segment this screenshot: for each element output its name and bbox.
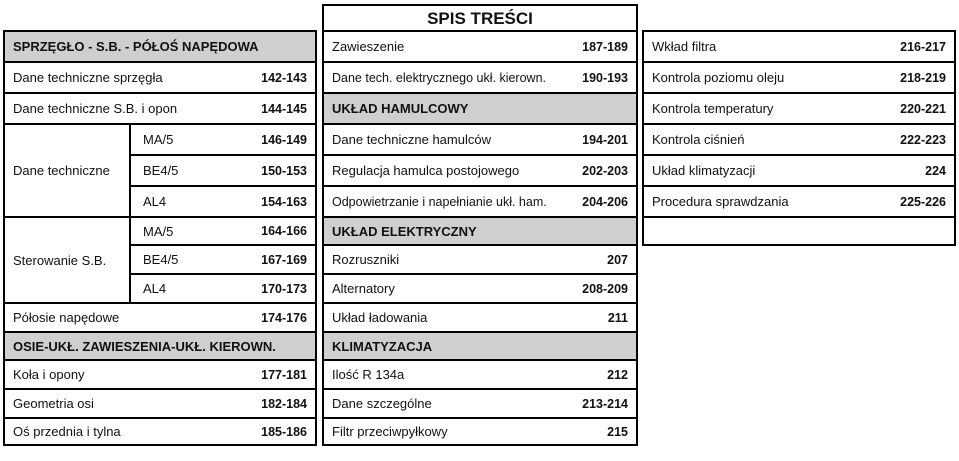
toc-row-label: Kontrola ciśnień (652, 132, 745, 147)
section-header-brakes (322, 92, 638, 125)
section-header-air-conditioning (322, 331, 638, 361)
toc-row-label: Procedura sprawdzania (652, 194, 789, 209)
toc-row-label: BE4/5 (143, 163, 179, 178)
toc-row-pages: 146-149 (261, 132, 307, 147)
toc-row-label: MA/5 (143, 223, 174, 239)
toc-row-label: AL4 (143, 281, 167, 296)
toc-row-pages: 208-209 (582, 281, 628, 296)
toc-row-pages: 213-214 (582, 396, 628, 411)
toc-column-3 (642, 30, 956, 246)
toc-row[interactable] (3, 92, 317, 125)
toc-row[interactable] (3, 417, 317, 446)
toc-row-label: Dane techniczne S.B. i opon (13, 101, 178, 116)
toc-row-label: Wkład filtra (652, 39, 717, 54)
toc-row-pages: 218-219 (900, 70, 946, 85)
toc-row-pages: 164-166 (261, 224, 307, 238)
toc-row[interactable] (129, 273, 317, 304)
toc-row[interactable] (3, 388, 317, 419)
toc-row-pages: 202-203 (582, 163, 628, 178)
toc-row-label: Geometria osi (13, 396, 94, 411)
toc-row-label: BE4/5 (143, 252, 179, 267)
toc-row[interactable] (129, 185, 317, 218)
toc-row-label: Dane techniczne hamulców (332, 132, 491, 147)
toc-group-tech-data (3, 123, 317, 218)
toc-row[interactable] (129, 154, 317, 187)
toc-row-pages: 144-145 (261, 101, 307, 116)
page-title: SPIS TREŚCI (322, 4, 638, 30)
toc-row[interactable] (322, 302, 638, 333)
toc-column-2 (322, 30, 638, 446)
toc-row[interactable] (3, 61, 317, 94)
toc-row-label: Układ klimatyzacji (652, 163, 756, 178)
section-header-label: SPRZĘGŁO - S.B. - PÓŁOŚ NAPĘDOWA (13, 39, 259, 54)
toc-row-pages: 224 (925, 163, 946, 178)
toc-row[interactable] (322, 244, 638, 275)
toc-row[interactable] (129, 216, 317, 246)
toc-row[interactable] (322, 61, 638, 94)
toc-row-label: Koła i opony (13, 367, 85, 382)
toc-row[interactable] (322, 30, 638, 63)
toc-row-label: Regulacja hamulca postojowego (332, 163, 520, 178)
toc-row-label: Kontrola temperatury (652, 101, 774, 116)
toc-row-pages: 194-201 (582, 132, 628, 147)
toc-row-label: Rozruszniki (332, 252, 400, 267)
toc-row-pages: 212 (607, 367, 628, 382)
toc-row-pages: 174-176 (261, 310, 307, 325)
toc-row[interactable] (129, 244, 317, 275)
toc-row-label: Dane szczególne (332, 396, 432, 411)
toc-row-label: Zawieszenie (332, 39, 405, 54)
empty-cell (642, 216, 956, 246)
toc-row-label: AL4 (143, 194, 167, 209)
toc-group-gearbox-control (3, 216, 317, 304)
section-header-clutch (3, 30, 317, 63)
toc-row-pages: 154-163 (261, 194, 307, 209)
toc-row-label: Alternatory (332, 281, 395, 296)
toc-row-pages: 190-193 (582, 70, 628, 85)
toc-row-pages: 185-186 (261, 424, 307, 439)
toc-row-pages: 216-217 (900, 39, 946, 54)
toc-group-label: Sterowanie S.B. (3, 216, 129, 304)
toc-row-label: Ilość R 134a (332, 367, 405, 382)
toc-row-pages: 142-143 (261, 70, 307, 85)
toc-row-label: Kontrola poziomu oleju (652, 70, 785, 85)
toc-row-label: Półosie napędowe (13, 310, 120, 325)
section-header-electrical (322, 216, 638, 246)
toc-row[interactable] (322, 185, 638, 218)
toc-row-pages: 187-189 (582, 39, 628, 54)
toc-row[interactable] (322, 388, 638, 419)
section-header-label: UKŁAD HAMULCOWY (332, 101, 469, 116)
toc-row[interactable] (322, 359, 638, 390)
section-header-axles (3, 331, 317, 361)
toc-row-pages: 204-206 (582, 194, 628, 209)
toc-row-pages: 182-184 (261, 396, 307, 411)
toc-row[interactable] (322, 417, 638, 446)
toc-row[interactable] (3, 302, 317, 333)
toc-column-1 (3, 30, 317, 446)
toc-row-label: Dane techniczne sprzęgła (13, 70, 163, 85)
toc-row-pages: 225-226 (900, 194, 946, 209)
toc-group-label: Dane techniczne (3, 123, 129, 218)
toc-row[interactable] (129, 123, 317, 156)
section-header-label: KLIMATYZACJA (332, 338, 433, 354)
toc-row-label: Oś przednia i tylna (13, 424, 121, 439)
toc-row-pages: 215 (607, 424, 628, 439)
toc-row[interactable] (642, 61, 956, 94)
toc-row-label: MA/5 (143, 132, 174, 147)
toc-row[interactable] (322, 123, 638, 156)
toc-row[interactable] (3, 359, 317, 390)
toc-row-label: Dane tech. elektrycznego ukł. kierown. (332, 70, 546, 85)
toc-row-pages: 207 (607, 252, 628, 267)
toc-row-pages: 220-221 (900, 101, 946, 116)
toc-row-pages: 170-173 (261, 281, 307, 296)
toc-row[interactable] (322, 154, 638, 187)
toc-row[interactable] (642, 123, 956, 156)
toc-row[interactable] (322, 273, 638, 304)
section-header-label: OSIE-UKŁ. ZAWIESZENIA-UKŁ. KIEROWN. (13, 338, 276, 354)
toc-row-label: Filtr przeciwpyłkowy (332, 424, 448, 439)
toc-row[interactable] (642, 30, 956, 63)
toc-row-pages: 222-223 (900, 132, 946, 147)
toc-row-label: Odpowietrzanie i napełnianie ukł. ham. (332, 194, 547, 209)
toc-row-pages: 150-153 (261, 163, 307, 178)
toc-row-pages: 211 (607, 310, 628, 325)
toc-row[interactable] (642, 154, 956, 187)
section-header-label: UKŁAD ELEKTRYCZNY (332, 223, 477, 239)
toc-row[interactable] (642, 185, 956, 218)
toc-row-pages: 177-181 (261, 367, 307, 382)
toc-row-label: Układ ładowania (332, 310, 428, 325)
toc-row[interactable] (642, 92, 956, 125)
toc-row-pages: 167-169 (261, 252, 307, 267)
